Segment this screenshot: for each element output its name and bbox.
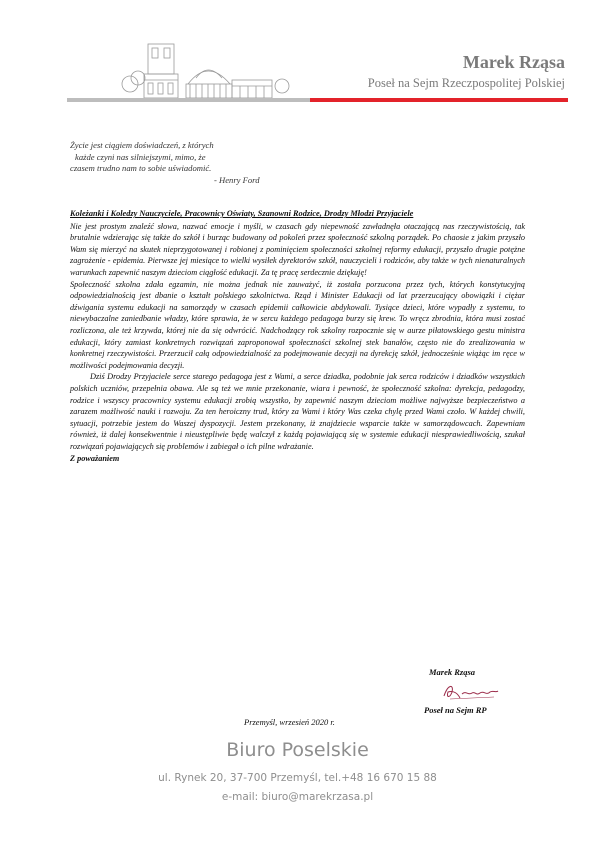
handwritten-signature [440,680,500,704]
paragraph: Społeczność szkolna zdała egzamin, nie można jednak nie zauważyć, iż została porzucona przez tych, których konstytucyjną odpowiedzialnością jest dbanie o kształt polskiego szkolnictwa. Rząd i Minister Edukacji od lat przerzucający obowiązki i ciężar dźwigania systemu edukacji na samorządy w czasach epidemii całkowicie abdykowali. Tysiące dzieci, które wypadły z systemu, to niewybaczalne zaniedbanie władzy, które sprawia, że w sercu każdego pedagoga burzy się krew. To wręcz zbrodnia, która musi zostać rozliczona, ale też krzywda, której nie da się odwrócić. Nadchodzący rok szkolny rozpocznie się w aurze piłatowskiego gestu ministra edukacji, który zamiast konkretnych rozwiązań zaproponował społeczności szkolnej stek banałów, często nie do zrealizowania w konkretnej rzeczywistości. Przerzucił całą odpowiedzialność za podejmowanie decyzji na dyrekcję szkół, jednocześnie wiążąc im ręce w możliwości podejmowania decyzji. [70,279,525,370]
closing: Z poważaniem [70,454,120,464]
quote-line: każde czyni nas silniejszymi, mimo, że [75,151,206,162]
quote-author: - Henry Ford [214,174,260,185]
office-email[interactable]: e-mail: biuro@marekrzasa.pl [221,791,374,803]
header-band-red [310,98,568,102]
quote-line: czasem trudno nam to sobie uświadomić. [70,163,212,173]
office-address: ul. Rynek 20, 37-700 Przemyśl, tel.+48 16 670 15 88 [158,772,437,784]
signature-name: Marek Rząsa [429,667,476,677]
sejm-building-icon [118,38,314,120]
signature-role: Poseł na Sejm RP [424,705,487,715]
header-band-grey [67,98,127,102]
header-name: Marek Rząsa [462,52,565,72]
place-date: Przemyśl, wrzesień 2020 r. [244,717,335,727]
quote-line: Życie jest ciągiem doświadczeń, z których [70,140,214,150]
paragraph: Dziś Drodzy Przyjaciele serce starego pedagoga jest z Wami, a serce dziadka, podobnie jak serca rodziców i dziadków wszystkich polskich uczniów, przepełnia obawa. Ale są też we mnie przekonanie, wiara i pewność, że społeczność szkolna: dyrekcja, pedagodzy, rodzice i wszyscy pracownicy systemu edukacji zrobią wszystko, by zapewnić naszym dzieciom możliwe najwyższe bezpieczeństwo a zarazem możliwość nauki i rozwoju. Za ten heroiczny trud, który za Wami i który Was czeka chylę przed Wami czoło. W każdej chwili, sytuacji, potrzebie jestem do Waszej dyspozycji. Jestem przekonany, iż znajdziecie wsparcie także w samorządowcach. Zapewniam również, iż dalej konsekwentnie i nieustępliwie będę walczył z każdą pojawiającą się w systemie edukacji niesprawiedliwością, szukał rozwiązań pojawiających się problemów i zabiegał o ich pilne wdrażanie. [70,372,525,451]
epigraph-quote [70,140,290,186]
salutation: Koleżanki i Koledzy Nauczyciele, Pracownicy Oświaty, Szanowni Rodzice, Drodzy Młodzi Przyjaciele [70,209,414,218]
office-title: Biuro Poselskie [226,739,369,761]
header-title: Poseł na Sejm Rzeczpospolitej Polskiej [367,76,565,90]
paragraph: Nie jest prostym znaleźć słowa, nazwać emocje i myśli, w czasach gdy niepewność zawładnęła otaczającą nas rzeczywistością, tak brutalnie wdzierając się także do szkół i burząc budowany od pokoleń przez społeczność szkolną porządek. Po chaosie z jakim przyszło Wam się mierzyć na skutek nieprzygotowanej i robionej z pominięciem społeczności szkolnej reformy edukacji, przyszło drugie potężne zagrożenie - epidemia. Pierwsze jej miesiące to wielki wysiłek dyrektorów szkół, nauczycieli i rodziców, aby także w tych nienaturalnych warunkach zapewnić naszym dzieciom ciągłość edukacji. Za tę pracę serdecznie dziękuję! [70,221,525,277]
letter-body [70,208,525,465]
